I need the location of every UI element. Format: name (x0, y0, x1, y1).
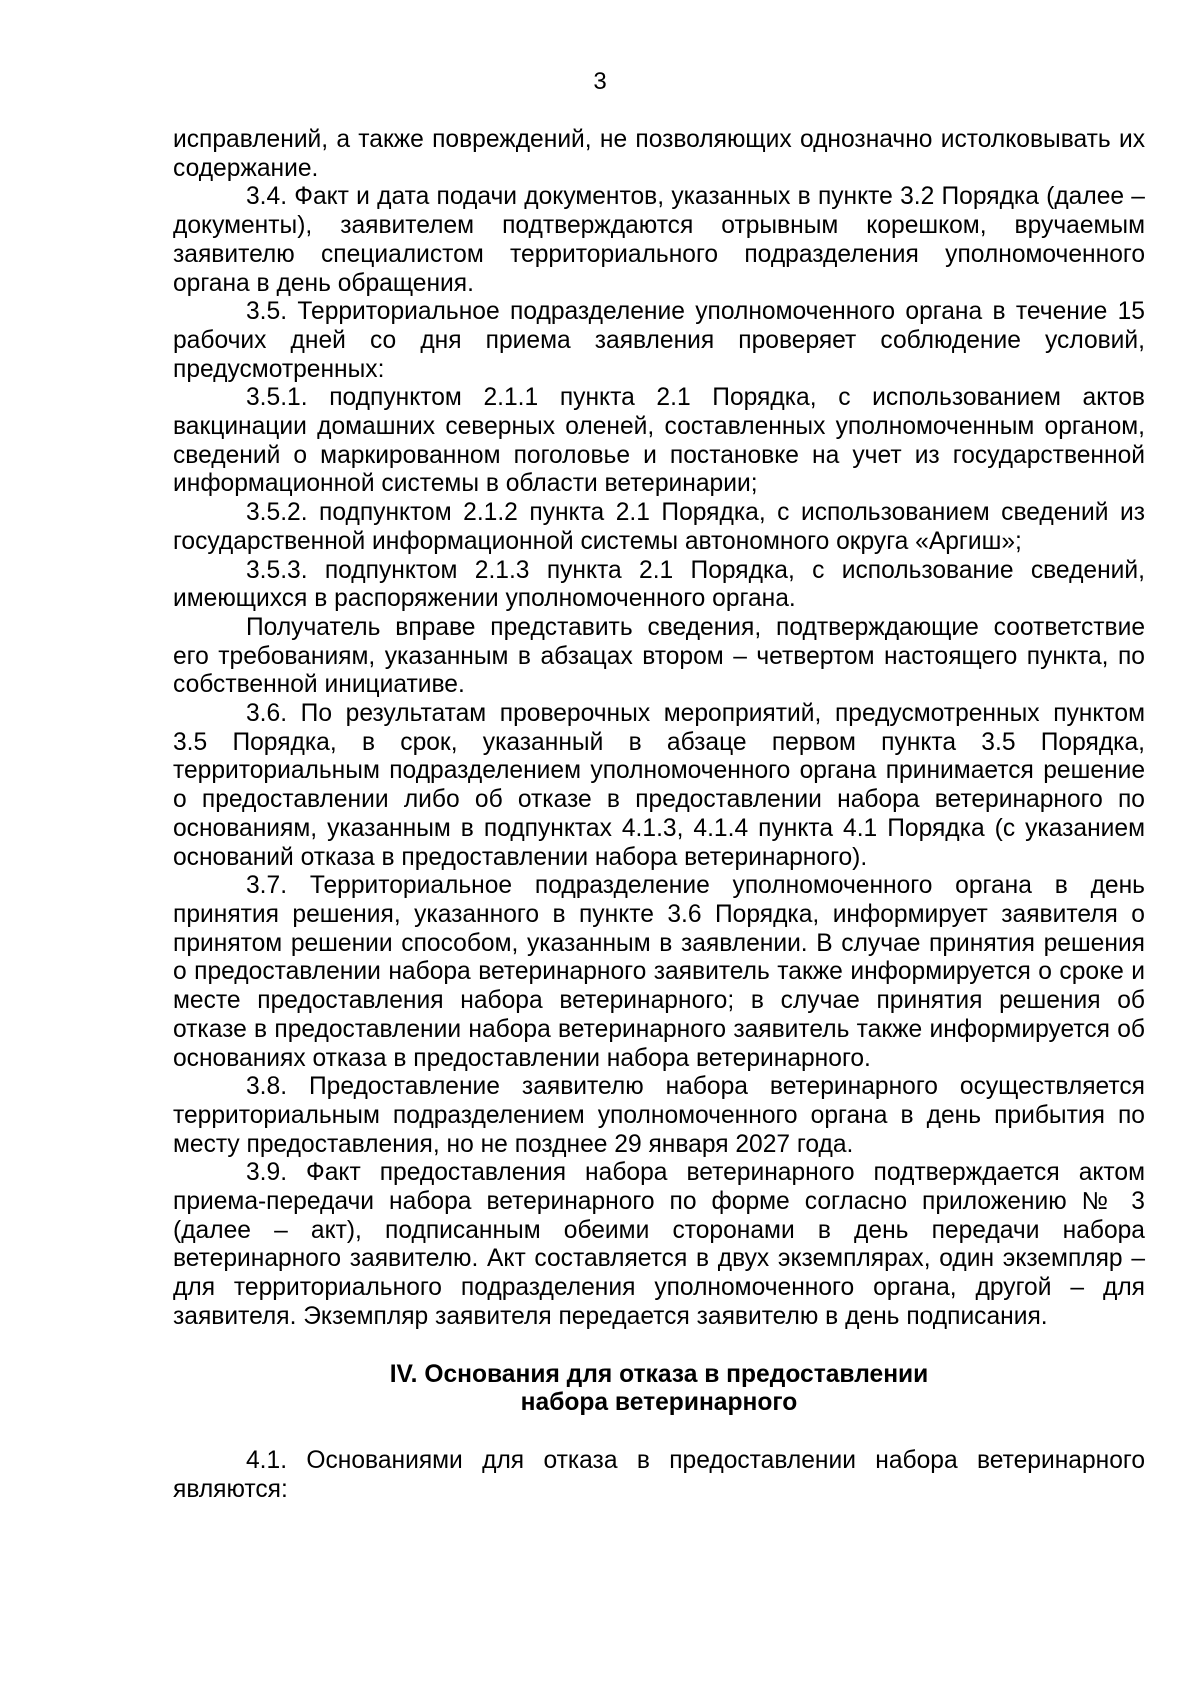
paragraph-3-5-2: 3.5.2. подпунктом 2.1.2 пункта 2.1 Порядка, с использованием сведений из государственной информационной системы автономного округа «Аргиш»; (173, 499, 1145, 555)
paragraph-3-5-3: 3.5.3. подпунктом 2.1.3 пункта 2.1 Порядка, с использование сведений, имеющихся в распоряжении уполномоченного органа. (173, 556, 1145, 613)
section-heading-line-1: IV. Основания для отказа в предоставлении (389, 1360, 929, 1388)
section-heading-line-2: набора ветеринарного (520, 1389, 798, 1417)
paragraph-3-5: 3.5. Территориальное подразделение уполномоченного органа в течение 15 рабочих дней со дня приема заявления проверяет соблюдение условий, предусмотренных: (173, 298, 1145, 383)
paragraph-3-5-1: 3.5.1. подпунктом 2.1.1 пункта 2.1 Порядка, с использованием актов вакцинации домашних северных оленей, составленных уполномоченным органом, сведений о маркированном поголовье и постановке на учет из государственной информационной системы в области ветеринарии; (173, 384, 1145, 498)
document-body (173, 126, 1145, 1504)
paragraph-3-9: 3.9. Факт предоставления набора ветеринарного подтверждается актом приема-передачи набора ветеринарного по форме согласно приложению № 3 (далее – акт), подписанным обеими сторонами в день передачи набора ветеринарного заявителю. Акт составляется в двух экземплярах, один экземпляр – для территориального подразделения уполномоченного органа, другой – для заявителя. Экземпляр заявителя передается заявителю в день подписания. (173, 1159, 1145, 1330)
paragraph-3-8: 3.8. Предоставление заявителю набора ветеринарного осуществляется территориальным подразделением уполномоченного органа в день прибытия по месту предоставления, но не позднее 29 января 2027 года. (173, 1073, 1145, 1158)
paragraph-3-4: 3.4. Факт и дата подачи документов, указанных в пункте 3.2 Порядка (далее – документы), заявителем подтверждаются отрывным корешком, вручаемым заявителю специалистом территориального подразделения уполномоченного органа в день обращения. (173, 183, 1145, 297)
page-number: 3 (593, 68, 607, 95)
section-heading (173, 1361, 1145, 1418)
paragraph-recipient-right: Получатель вправе представить сведения, подтверждающие соответствие его требованиям, указанным в абзацах втором – четвертом настоящего пункта, по собственной инициативе. (173, 613, 1145, 699)
paragraph-4-1: 4.1. Основаниями для отказа в предоставлении набора ветеринарного являются: (173, 1446, 1145, 1503)
paragraph-continuation: исправлений, а также повреждений, не позволяющих однозначно истолковывать их содержание. (173, 126, 1145, 182)
paragraph-3-6: 3.6. По результатам проверочных мероприятий, предусмотренных пунктом 3.5 Порядка, в срок, указанный в абзаце первом пункта 3.5 Порядка, территориальным подразделением уполномоченного органа принимается решение о предоставлении либо об отказе в предоставлении набора ветеринарного по основаниям, указанным в подпунктах 4.1.3, 4.1.4 пункта 4.1 Порядка (с указанием оснований отказа в предоставлении набора ветеринарного). (173, 700, 1145, 871)
paragraph-3-7: 3.7. Территориальное подразделение уполномоченного органа в день принятия решения, указанного в пункте 3.6 Порядка, информирует заявителя о принятом решении способом, указанным в заявлении. В случае принятия решения о предоставлении набора ветеринарного заявитель также информируется о сроке и месте предоставления набора ветеринарного; в случае принятия решения об отказе в предоставлении набора ветеринарного заявитель также информируется об основаниях отказа в предоставлении набора ветеринарного. (173, 872, 1145, 1072)
